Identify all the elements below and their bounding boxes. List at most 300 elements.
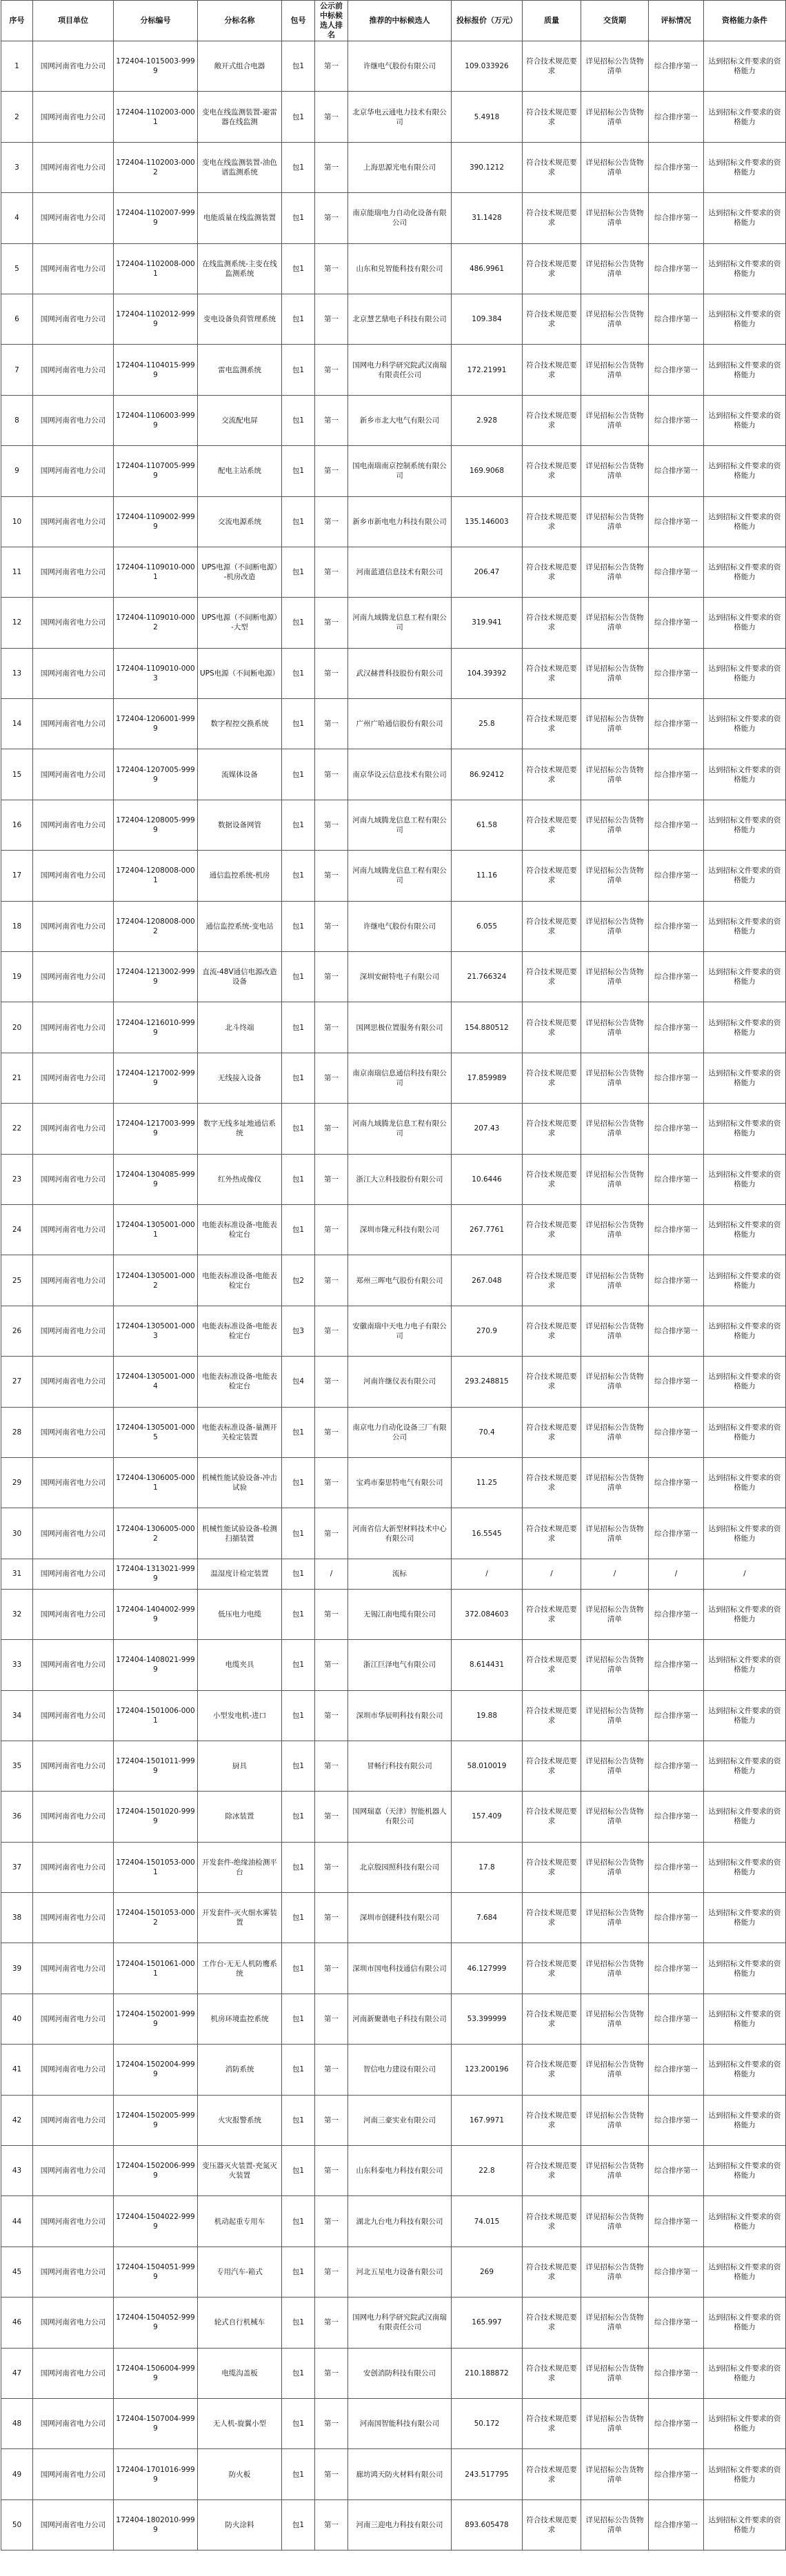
ranking-cell: 第一 <box>315 1053 348 1103</box>
table-row <box>1 2247 786 2297</box>
ranking-cell: 第一 <box>315 1104 348 1154</box>
quality-cell: 符合技术规范要求 <box>523 1255 581 1306</box>
candidate-cell: 新乡市北大电气有限公司 <box>348 395 452 445</box>
package-cell: 包1 <box>282 142 315 192</box>
quality-cell: 符合技术规范要求 <box>523 1690 581 1741</box>
lot-code-cell: 172404-1504051-9999 <box>114 2247 198 2297</box>
package-cell: 包1 <box>282 294 315 344</box>
header-package: 包号 <box>282 1 315 41</box>
candidate-cell: 浙江巨泽电气有限公司 <box>348 1640 452 1690</box>
quality-cell: 符合技术规范要求 <box>523 2499 581 2550</box>
header-qualification: 资格能力条件 <box>704 1 786 41</box>
candidate-cell: 北京慧艺鼎电子科技有限公司 <box>348 294 452 344</box>
evaluation-cell: 综合排序第一 <box>649 446 704 496</box>
ranking-cell: 第一 <box>315 1306 348 1356</box>
ranking-cell: 第一 <box>315 1589 348 1639</box>
table-row <box>1 446 786 496</box>
delivery-cell: 详见招标公告货物清单 <box>581 2499 649 2550</box>
bid-price-cell: 109.384 <box>452 294 523 344</box>
package-cell: 包1 <box>282 496 315 547</box>
serial-cell: 20 <box>1 1002 33 1053</box>
lot-code-cell: 172404-1502004-9999 <box>114 2045 198 2095</box>
lot-name-cell: 低压电力电缆 <box>198 1589 282 1639</box>
header-delivery: 交货期 <box>581 1 649 41</box>
project-unit-cell: 国网河南省电力公司 <box>33 1559 114 1589</box>
delivery-cell: 详见招标公告货物清单 <box>581 446 649 496</box>
lot-code-cell: 172404-1102012-9999 <box>114 294 198 344</box>
evaluation-cell: 综合排序第一 <box>649 2499 704 2550</box>
package-cell: 包1 <box>282 1154 315 1204</box>
evaluation-cell: 综合排序第一 <box>649 294 704 344</box>
table-row <box>1 1792 786 1842</box>
lot-code-cell: 172404-1506004-9999 <box>114 2348 198 2398</box>
evaluation-cell: 综合排序第一 <box>649 901 704 951</box>
bid-price-cell: 270.9 <box>452 1306 523 1356</box>
ranking-cell: 第一 <box>315 395 348 445</box>
package-cell: 包1 <box>282 699 315 749</box>
candidate-cell: 冒畅行科技有限公司 <box>348 1741 452 1791</box>
qualification-cell: 达到招标文件要求的资格能力 <box>704 1457 786 1508</box>
evaluation-cell: 综合排序第一 <box>649 2196 704 2247</box>
delivery-cell: 详见招标公告货物清单 <box>581 2146 649 2196</box>
table-row <box>1 1943 786 1994</box>
evaluation-cell: 综合排序第一 <box>649 2095 704 2145</box>
package-cell: 包1 <box>282 648 315 698</box>
candidate-cell: 南京能瑞电力自动化设备有限公司 <box>348 193 452 243</box>
delivery-cell: 详见招标公告货物清单 <box>581 1943 649 1994</box>
project-unit-cell: 国网河南省电力公司 <box>33 446 114 496</box>
qualification-cell: 达到招标文件要求的资格能力 <box>704 952 786 1002</box>
ranking-cell: 第一 <box>315 2499 348 2550</box>
delivery-cell: 详见招标公告货物清单 <box>581 1792 649 1842</box>
table-row <box>1 800 786 850</box>
project-unit-cell: 国网河南省电力公司 <box>33 901 114 951</box>
bid-price-cell: 172.21991 <box>452 345 523 395</box>
lot-name-cell: UPS电源（不间断电源） <box>198 648 282 698</box>
lot-code-cell: 172404-1304085-9999 <box>114 1154 198 1204</box>
bid-price-cell: 31.1428 <box>452 193 523 243</box>
delivery-cell: 详见招标公告货物清单 <box>581 142 649 192</box>
lot-name-cell: 轮式自行机械车 <box>198 2298 282 2348</box>
delivery-cell: 详见招标公告货物清单 <box>581 41 649 92</box>
quality-cell: 符合技术规范要求 <box>523 1104 581 1154</box>
table-row <box>1 598 786 648</box>
table-row <box>1 395 786 445</box>
project-unit-cell: 国网河南省电力公司 <box>33 952 114 1002</box>
quality-cell: 符合技术规范要求 <box>523 1893 581 1943</box>
delivery-cell: 详见招标公告货物清单 <box>581 1457 649 1508</box>
evaluation-cell: 综合排序第一 <box>649 699 704 749</box>
serial-cell: 14 <box>1 699 33 749</box>
table-row <box>1 2348 786 2398</box>
quality-cell: 符合技术规范要求 <box>523 2398 581 2448</box>
bid-price-cell: 157.409 <box>452 1792 523 1842</box>
bid-price-cell: 293.248815 <box>452 1357 523 1407</box>
package-cell: 包1 <box>282 851 315 901</box>
evaluation-cell: 综合排序第一 <box>649 2045 704 2095</box>
lot-code-cell: 172404-1305001-0001 <box>114 1204 198 1255</box>
serial-cell: 11 <box>1 547 33 597</box>
lot-name-cell: 电能表标准设备-量测开关检定装置 <box>198 1407 282 1457</box>
package-cell: 包3 <box>282 1306 315 1356</box>
bid-price-cell: 17.8 <box>452 1842 523 1892</box>
package-cell: 包4 <box>282 1357 315 1407</box>
package-cell: 包1 <box>282 2146 315 2196</box>
table-row <box>1 92 786 142</box>
lot-name-cell: 防火涂料 <box>198 2499 282 2550</box>
package-cell: 包1 <box>282 1559 315 1589</box>
qualification-cell: 达到招标文件要求的资格能力 <box>704 2348 786 2398</box>
qualification-cell: 达到招标文件要求的资格能力 <box>704 598 786 648</box>
project-unit-cell: 国网河南省电力公司 <box>33 2398 114 2448</box>
project-unit-cell: 国网河南省电力公司 <box>33 2196 114 2247</box>
delivery-cell: 详见招标公告货物清单 <box>581 2247 649 2297</box>
lot-name-cell: 变电设备负荷管理系统 <box>198 294 282 344</box>
project-unit-cell: 国网河南省电力公司 <box>33 243 114 294</box>
qualification-cell: 达到招标文件要求的资格能力 <box>704 1002 786 1053</box>
lot-code-cell: 172404-1208005-9999 <box>114 800 198 850</box>
delivery-cell: 详见招标公告货物清单 <box>581 1357 649 1407</box>
quality-cell: 符合技术规范要求 <box>523 193 581 243</box>
candidate-cell: 河南蓝道信息技术有限公司 <box>348 547 452 597</box>
serial-cell: 13 <box>1 648 33 698</box>
qualification-cell: 达到招标文件要求的资格能力 <box>704 1104 786 1154</box>
ranking-cell: 第一 <box>315 2398 348 2448</box>
serial-cell: 34 <box>1 1690 33 1741</box>
qualification-cell: 达到招标文件要求的资格能力 <box>704 1741 786 1791</box>
candidate-cell: 河南许继仪表有限公司 <box>348 1357 452 1407</box>
table-row <box>1 699 786 749</box>
delivery-cell: 详见招标公告货物清单 <box>581 2348 649 2398</box>
project-unit-cell: 国网河南省电力公司 <box>33 851 114 901</box>
table-row <box>1 1589 786 1639</box>
qualification-cell: 达到招标文件要求的资格能力 <box>704 41 786 92</box>
lot-code-cell: 172404-1106003-9999 <box>114 395 198 445</box>
delivery-cell: 详见招标公告货物清单 <box>581 193 649 243</box>
ranking-cell: 第一 <box>315 1002 348 1053</box>
table-row <box>1 345 786 395</box>
serial-cell: 29 <box>1 1457 33 1508</box>
qualification-cell: 达到招标文件要求的资格能力 <box>704 2196 786 2247</box>
serial-cell: 42 <box>1 2095 33 2145</box>
lot-code-cell: 172404-1107005-9999 <box>114 446 198 496</box>
delivery-cell: 详见招标公告货物清单 <box>581 2449 649 2499</box>
project-unit-cell: 国网河南省电力公司 <box>33 1792 114 1842</box>
table-row <box>1 1357 786 1407</box>
evaluation-cell: 综合排序第一 <box>649 1104 704 1154</box>
table-row <box>1 1559 786 1589</box>
lot-code-cell: 172404-1109010-0002 <box>114 598 198 648</box>
quality-cell: 符合技术规范要求 <box>523 1589 581 1639</box>
project-unit-cell: 国网河南省电力公司 <box>33 1002 114 1053</box>
table-row <box>1 952 786 1002</box>
table-row <box>1 1154 786 1204</box>
delivery-cell: 详见招标公告货物清单 <box>581 901 649 951</box>
ranking-cell: 第一 <box>315 193 348 243</box>
quality-cell: 符合技术规范要求 <box>523 699 581 749</box>
ranking-cell: 第一 <box>315 496 348 547</box>
package-cell: 包1 <box>282 2499 315 2550</box>
lot-code-cell: 172404-1208008-0001 <box>114 851 198 901</box>
lot-name-cell: 通信监控系统-机房 <box>198 851 282 901</box>
candidate-cell: 国网电力科学研究院武汉南瑞有限责任公司 <box>348 2298 452 2348</box>
ranking-cell: 第一 <box>315 2196 348 2247</box>
bid-price-cell: 135.146003 <box>452 496 523 547</box>
qualification-cell: 达到招标文件要求的资格能力 <box>704 1357 786 1407</box>
serial-cell: 7 <box>1 345 33 395</box>
table-row <box>1 1842 786 1892</box>
table-row <box>1 243 786 294</box>
evaluation-cell: 综合排序第一 <box>649 1994 704 2044</box>
lot-name-cell: 交流配电屏 <box>198 395 282 445</box>
ranking-cell: 第一 <box>315 1407 348 1457</box>
table-row <box>1 2499 786 2550</box>
table-row <box>1 2398 786 2448</box>
delivery-cell: 详见招标公告货物清单 <box>581 699 649 749</box>
bid-price-cell: 319.941 <box>452 598 523 648</box>
candidate-cell: 河北五星电力设备有限公司 <box>348 2247 452 2297</box>
serial-cell: 37 <box>1 1842 33 1892</box>
evaluation-cell: 综合排序第一 <box>649 2146 704 2196</box>
delivery-cell: 详见招标公告货物清单 <box>581 800 649 850</box>
lot-name-cell: 厨具 <box>198 1741 282 1791</box>
lot-name-cell: UPS电源（不间断电源）-大型 <box>198 598 282 648</box>
lot-name-cell: 除冰装置 <box>198 1792 282 1842</box>
evaluation-cell: 综合排序第一 <box>649 1002 704 1053</box>
serial-cell: 2 <box>1 92 33 142</box>
delivery-cell: 详见招标公告货物清单 <box>581 1842 649 1892</box>
serial-cell: 33 <box>1 1640 33 1690</box>
evaluation-cell: 综合排序第一 <box>649 2348 704 2398</box>
quality-cell: 符合技术规范要求 <box>523 1204 581 1255</box>
qualification-cell: 达到招标文件要求的资格能力 <box>704 1508 786 1559</box>
qualification-cell: 达到招标文件要求的资格能力 <box>704 2298 786 2348</box>
package-cell: 包1 <box>282 1994 315 2044</box>
lot-code-cell: 172404-1102003-0001 <box>114 92 198 142</box>
lot-code-cell: 172404-1701016-9999 <box>114 2449 198 2499</box>
project-unit-cell: 国网河南省电力公司 <box>33 1457 114 1508</box>
ranking-cell: 第一 <box>315 1690 348 1741</box>
lot-code-cell: 172404-1206001-9999 <box>114 699 198 749</box>
bid-price-cell: 61.58 <box>452 800 523 850</box>
ranking-cell: 第一 <box>315 2146 348 2196</box>
project-unit-cell: 国网河南省电力公司 <box>33 2095 114 2145</box>
evaluation-cell: 综合排序第一 <box>649 395 704 445</box>
candidate-cell: 智信电力建设有限公司 <box>348 2045 452 2095</box>
lot-code-cell: 172404-1502006-9999 <box>114 2146 198 2196</box>
package-cell: 包1 <box>282 2398 315 2448</box>
package-cell: 包1 <box>282 547 315 597</box>
serial-cell: 48 <box>1 2398 33 2448</box>
project-unit-cell: 国网河南省电力公司 <box>33 345 114 395</box>
table-row <box>1 901 786 951</box>
evaluation-cell: 综合排序第一 <box>649 1154 704 1204</box>
package-cell: 包1 <box>282 1690 315 1741</box>
quality-cell: 符合技术规范要求 <box>523 2196 581 2247</box>
evaluation-cell: 综合排序第一 <box>649 1255 704 1306</box>
serial-cell: 32 <box>1 1589 33 1639</box>
quality-cell: 符合技术规范要求 <box>523 547 581 597</box>
lot-code-cell: 172404-1408021-9999 <box>114 1640 198 1690</box>
bid-price-cell: 53.399999 <box>452 1994 523 2044</box>
package-cell: 包1 <box>282 749 315 800</box>
ranking-cell: 第一 <box>315 547 348 597</box>
ranking-cell: 第一 <box>315 2045 348 2095</box>
candidate-cell: 河南三迎电力科技有限公司 <box>348 2499 452 2550</box>
evaluation-cell: 综合排序第一 <box>649 496 704 547</box>
ranking-cell: 第一 <box>315 1943 348 1994</box>
qualification-cell: 达到招标文件要求的资格能力 <box>704 1306 786 1356</box>
lot-name-cell: UPS电源（不间断电源）-机房改造 <box>198 547 282 597</box>
delivery-cell: 详见招标公告货物清单 <box>581 547 649 597</box>
delivery-cell: 详见招标公告货物清单 <box>581 598 649 648</box>
lot-name-cell: 电能表标准设备-电能表检定台 <box>198 1255 282 1306</box>
delivery-cell: 详见招标公告货物清单 <box>581 2045 649 2095</box>
qualification-cell: 达到招标文件要求的资格能力 <box>704 1053 786 1103</box>
ranking-cell: 第一 <box>315 1994 348 2044</box>
ranking-cell: 第一 <box>315 800 348 850</box>
evaluation-cell: 综合排序第一 <box>649 1508 704 1559</box>
ranking-cell: 第一 <box>315 1741 348 1791</box>
table-row <box>1 294 786 344</box>
delivery-cell: 详见招标公告货物清单 <box>581 749 649 800</box>
table-header <box>1 1 786 41</box>
candidate-cell: 深圳市创捷科技有限公司 <box>348 1893 452 1943</box>
delivery-cell: 详见招标公告货物清单 <box>581 2398 649 2448</box>
evaluation-cell: 综合排序第一 <box>649 547 704 597</box>
candidate-cell: 流标 <box>348 1559 452 1589</box>
lot-code-cell: 172404-1306005-0002 <box>114 1508 198 1559</box>
project-unit-cell: 国网河南省电力公司 <box>33 2348 114 2398</box>
lot-name-cell: 通信监控系统-变电站 <box>198 901 282 951</box>
table-row <box>1 2045 786 2095</box>
serial-cell: 39 <box>1 1943 33 1994</box>
candidate-cell: 河南省信大新型材料技术中心有限公司 <box>348 1508 452 1559</box>
lot-code-cell: 172404-1306005-0001 <box>114 1457 198 1508</box>
serial-cell: 10 <box>1 496 33 547</box>
serial-cell: 4 <box>1 193 33 243</box>
lot-name-cell: 变压器灭火装置-充氮灭火装置 <box>198 2146 282 2196</box>
lot-name-cell: 电能表标准设备-电能表检定台 <box>198 1306 282 1356</box>
bid-price-cell: 893.605478 <box>452 2499 523 2550</box>
lot-code-cell: 172404-1313021-9999 <box>114 1559 198 1589</box>
ranking-cell: 第一 <box>315 648 348 698</box>
lot-name-cell: 直流-48V通信电源改造设备 <box>198 952 282 1002</box>
quality-cell: 符合技术规范要求 <box>523 92 581 142</box>
evaluation-cell: 综合排序第一 <box>649 648 704 698</box>
table-row <box>1 1104 786 1154</box>
lot-name-cell: 交流电源系统 <box>198 496 282 547</box>
evaluation-cell: 综合排序第一 <box>649 1690 704 1741</box>
table-row <box>1 1053 786 1103</box>
ranking-cell: 第一 <box>315 1204 348 1255</box>
candidate-cell: 无锡江南电缆有限公司 <box>348 1589 452 1639</box>
serial-cell: 17 <box>1 851 33 901</box>
quality-cell: 符合技术规范要求 <box>523 142 581 192</box>
table-row <box>1 1457 786 1508</box>
qualification-cell: 达到招标文件要求的资格能力 <box>704 1943 786 1994</box>
bid-price-cell: 70.4 <box>452 1407 523 1457</box>
serial-cell: 49 <box>1 2449 33 2499</box>
project-unit-cell: 国网河南省电力公司 <box>33 1306 114 1356</box>
ranking-cell: 第一 <box>315 294 348 344</box>
lot-name-cell: 开发套件-绝缘油检测平台 <box>198 1842 282 1892</box>
table-row <box>1 2298 786 2348</box>
package-cell: 包1 <box>282 2045 315 2095</box>
header-bid-price: 投标报价（万元） <box>452 1 523 41</box>
table-row <box>1 2449 786 2499</box>
quality-cell: 符合技术规范要求 <box>523 446 581 496</box>
package-cell: 包1 <box>282 1943 315 1994</box>
qualification-cell: / <box>704 1559 786 1589</box>
package-cell: 包1 <box>282 243 315 294</box>
project-unit-cell: 国网河南省电力公司 <box>33 1640 114 1690</box>
evaluation-cell: 综合排序第一 <box>649 851 704 901</box>
bid-price-cell: 267.048 <box>452 1255 523 1306</box>
lot-code-cell: 172404-1504022-9999 <box>114 2196 198 2247</box>
qualification-cell: 达到招标文件要求的资格能力 <box>704 1640 786 1690</box>
candidate-cell: 廊坊鸿天防火材料有限公司 <box>348 2449 452 2499</box>
ranking-cell: 第一 <box>315 952 348 1002</box>
project-unit-cell: 国网河南省电力公司 <box>33 749 114 800</box>
qualification-cell: 达到招标文件要求的资格能力 <box>704 1154 786 1204</box>
delivery-cell: 详见招标公告货物清单 <box>581 1508 649 1559</box>
package-cell: 包1 <box>282 1792 315 1842</box>
lot-name-cell: 开发套件-灭火细水雾装置 <box>198 1893 282 1943</box>
delivery-cell: 详见招标公告货物清单 <box>581 243 649 294</box>
qualification-cell: 达到招标文件要求的资格能力 <box>704 851 786 901</box>
lot-name-cell: 北斗终端 <box>198 1002 282 1053</box>
ranking-cell: 第一 <box>315 2449 348 2499</box>
quality-cell: 符合技术规范要求 <box>523 1741 581 1791</box>
table-row <box>1 1994 786 2044</box>
bid-price-cell: 6.055 <box>452 901 523 951</box>
serial-cell: 27 <box>1 1357 33 1407</box>
candidate-cell: 河南国智能科技有限公司 <box>348 2398 452 2448</box>
quality-cell: 符合技术规范要求 <box>523 2045 581 2095</box>
project-unit-cell: 国网河南省电力公司 <box>33 1589 114 1639</box>
project-unit-cell: 国网河南省电力公司 <box>33 1104 114 1154</box>
bid-price-cell: 58.010019 <box>452 1741 523 1791</box>
qualification-cell: 达到招标文件要求的资格能力 <box>704 1893 786 1943</box>
project-unit-cell: 国网河南省电力公司 <box>33 41 114 92</box>
candidate-cell: 河南九域腾龙信息工程有限公司 <box>348 1104 452 1154</box>
header-lot-name: 分标名称 <box>198 1 282 41</box>
package-cell: 包1 <box>282 92 315 142</box>
table-row <box>1 1255 786 1306</box>
bid-price-cell: 7.684 <box>452 1893 523 1943</box>
quality-cell: 符合技术规范要求 <box>523 1994 581 2044</box>
evaluation-cell: 综合排序第一 <box>649 1792 704 1842</box>
project-unit-cell: 国网河南省电力公司 <box>33 648 114 698</box>
delivery-cell: 详见招标公告货物清单 <box>581 952 649 1002</box>
package-cell: 包1 <box>282 1053 315 1103</box>
lot-name-cell: 专用汽车-箱式 <box>198 2247 282 2297</box>
serial-cell: 26 <box>1 1306 33 1356</box>
delivery-cell: 详见招标公告货物清单 <box>581 2196 649 2247</box>
package-cell: 包1 <box>282 1589 315 1639</box>
serial-cell: 24 <box>1 1204 33 1255</box>
lot-name-cell: 雷电监测系统 <box>198 345 282 395</box>
serial-cell: 41 <box>1 2045 33 2095</box>
table-row <box>1 193 786 243</box>
bid-price-cell: 109.033926 <box>452 41 523 92</box>
serial-cell: 21 <box>1 1053 33 1103</box>
evaluation-cell: 综合排序第一 <box>649 2398 704 2448</box>
package-cell: 包2 <box>282 1255 315 1306</box>
lot-name-cell: 红外热成像仪 <box>198 1154 282 1204</box>
ranking-cell: 第一 <box>315 1457 348 1508</box>
